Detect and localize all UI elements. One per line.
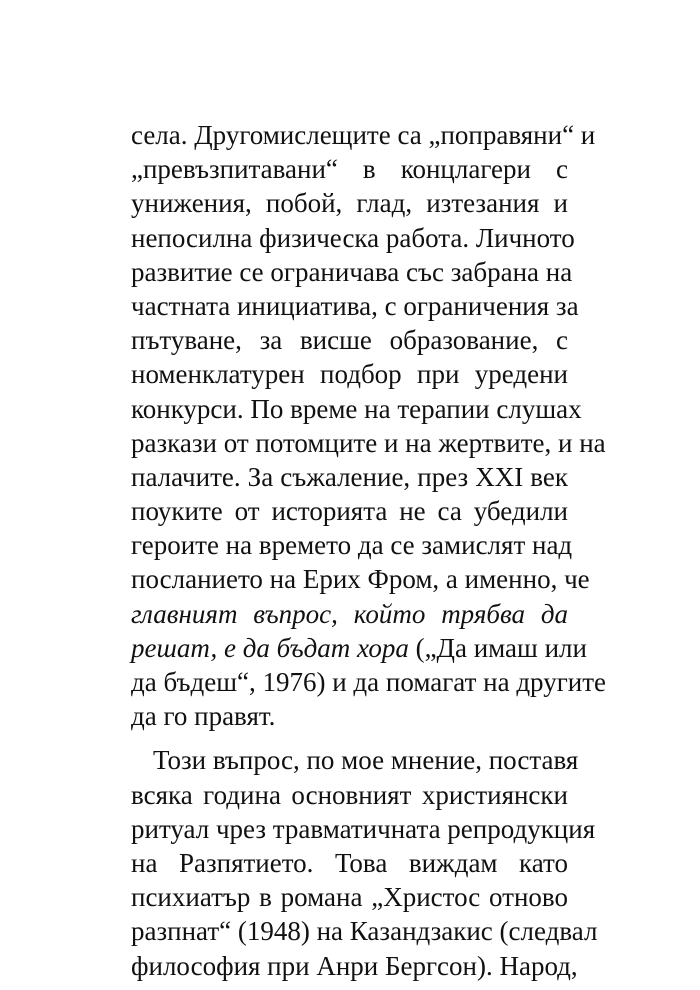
page-text: [131, 118, 607, 983]
text-line: непосилна физическа работа. Личното: [131, 222, 575, 253]
text-line: частната инициатива, с ограничения за: [131, 290, 579, 321]
text-line: философия при Анри Бергсон). Народ,: [131, 950, 578, 981]
text-line: развитие се ограничава със забрана на: [131, 256, 573, 287]
text-line: пътуване, за висше образование, с: [131, 325, 568, 356]
text-line: посланието на Ерих Фром, а именно, че: [131, 564, 590, 595]
text-line: всяка година основният християнски: [131, 779, 568, 810]
paragraph-end-line: да го правят.: [131, 701, 276, 732]
text-line: „превъзпитавани“ в концлагери с: [131, 154, 568, 185]
text-line: героите на времето да се замислят над: [131, 530, 573, 561]
text-line: поуките от историята не са убедили: [131, 496, 568, 527]
text-line: номенклатурен подбор при уредени: [131, 359, 568, 390]
italic-quote-fragment: решат, е да бъдат хора: [131, 632, 409, 663]
text-line: унижения, побой, глад, изтезания и: [131, 188, 568, 219]
text-line: разкази от потомците и на жертвите, и на: [131, 427, 606, 458]
mixed-line: [131, 631, 587, 665]
paragraph-spacer: [131, 733, 568, 743]
text-line: да бъдеш“, 1976) и да помагат на другите: [131, 667, 607, 697]
text-line: на Разпятието. Това виждам като: [131, 847, 568, 878]
paragraph-first-line: Този въпрос, по мое мнение, поставя: [153, 745, 579, 776]
text-line: конкурси. По време на терапии слушах: [131, 393, 582, 424]
italic-quote-line: главният въпрос, който трябва да: [131, 598, 568, 629]
text-line: психиатър в романа „Христос отново: [131, 882, 568, 913]
text-line: разпнат“ (1948) на Казандзакис (следвал: [131, 916, 598, 947]
text-line: палачите. За съжаление, през XXI век: [131, 461, 568, 492]
citation-fragment: („Да имаш или: [408, 632, 587, 663]
text-line: ритуал чрез травматичната репродукция: [131, 813, 596, 844]
text-line: села. Другомислещите са „поправяни“ и: [131, 120, 596, 150]
